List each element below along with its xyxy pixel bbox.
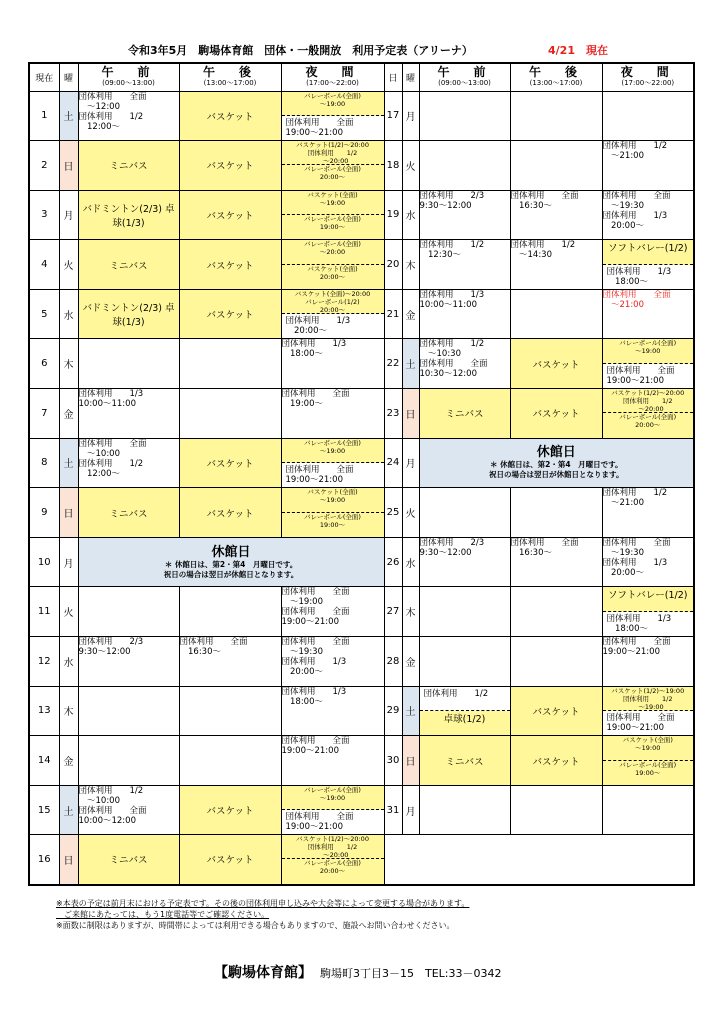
pm-slot-empty [179, 389, 281, 439]
facility-address: 駒場町3丁目3－15 TEL:33－0342 [320, 967, 502, 980]
day-number: 5 [29, 289, 59, 339]
day-of-week: 土 [59, 91, 78, 141]
slot-upper: バスケット(全面) ～19:00 [603, 736, 694, 760]
closed-note: ＊ 休館日は、第2・第4 月曜日です。 [490, 460, 623, 470]
day-number: 16 [29, 835, 59, 885]
day-of-week: 木 [59, 686, 78, 736]
pm-slot: バスケット [179, 190, 281, 240]
day-number: 8 [29, 438, 59, 488]
slot-upper: 団体利用 1/2 [420, 687, 510, 711]
day-of-week: 月 [402, 91, 419, 141]
evening-slot [281, 289, 384, 339]
day-of-week: 水 [59, 637, 78, 687]
day-number: 15 [29, 785, 59, 835]
evening-slot: 団体利用 1/3 18:00～ [281, 686, 384, 736]
pm-slot-empty [179, 587, 281, 637]
day-of-week: 日 [59, 488, 78, 538]
pm-slot: バスケット [179, 289, 281, 339]
evening-slot [281, 240, 384, 290]
slot-upper: バレーボール(全面) ～19:00 [282, 92, 384, 116]
am-slot: ミニバス [78, 835, 179, 885]
day-of-week: 水 [402, 190, 419, 240]
slot-upper: バスケット(1/2)～20:00 団体利用 1/2 ～20:00 [282, 835, 384, 859]
table-row [29, 91, 694, 141]
slot-lower: バスケット(全面) 20:00～ [282, 265, 384, 289]
day-of-week: 月 [59, 537, 78, 587]
day-number: 11 [29, 587, 59, 637]
evening-slot: 団体利用 全面 19:00～21:00 [281, 736, 384, 786]
closed-title: 休館日 [536, 445, 576, 461]
day-number: 26 [384, 537, 402, 587]
am-slot: バドミントン(2/3) 卓球(1/3) [78, 190, 179, 240]
evening-slot: 団体利用 全面 19:00～21:00 [602, 637, 694, 687]
slot-lower: バレーボール(全面) 20:00～ [282, 165, 384, 189]
schedule-table [28, 62, 695, 886]
table-row [29, 389, 694, 439]
am-slot: 団体利用 全面 ～12:00 団体利用 1/2 12:00～ [78, 91, 179, 141]
evening-slot: 団体利用 1/2 ～21:00 [602, 141, 694, 191]
table-row [29, 141, 694, 191]
am-slot-empty [78, 686, 179, 736]
slot-lower: 団体利用 全面 19:00～21:00 [285, 812, 354, 833]
header-row [29, 63, 694, 91]
am-slot: 団体利用 全面 ～10:00 団体利用 1/2 12:00～ [78, 438, 179, 488]
pm-slot: バスケット [179, 141, 281, 191]
am-slot [419, 686, 510, 736]
pm-slot: バスケット [510, 686, 602, 736]
table-row [29, 488, 694, 538]
evening-slot [281, 91, 384, 141]
pm-slot: バスケット [510, 736, 602, 786]
table-row [29, 240, 694, 290]
day-number: 3 [29, 190, 59, 240]
header-day-right: 日 [384, 63, 402, 91]
closed-note: 祝日の場合は翌日が休館日となります。 [489, 470, 624, 480]
table-row [29, 637, 694, 687]
am-slot: 団体利用 2/3 9:30～12:00 [78, 637, 179, 687]
evening-slot [281, 141, 384, 191]
pm-slot-empty [510, 141, 602, 191]
pm-slot: 団体利用 全面 16:30～ [510, 190, 602, 240]
day-of-week: 日 [59, 141, 78, 191]
slot-lower: 団体利用 全面 19:00～21:00 [285, 464, 354, 485]
slot-lower: 団体利用 1/3 18:00～ [606, 613, 672, 634]
am-slot: ミニバス [78, 240, 179, 290]
day-of-week: 木 [402, 240, 419, 290]
day-number: 24 [384, 438, 402, 488]
evening-slot [281, 438, 384, 488]
closed-day [78, 537, 384, 587]
day-number: 14 [29, 736, 59, 786]
am-slot: ミニバス [419, 736, 510, 786]
day-of-week: 火 [59, 587, 78, 637]
pm-slot: バスケット [179, 91, 281, 141]
evening-slot: 団体利用 全面 ～19:30 団体利用 1/3 20:00～ [602, 537, 694, 587]
day-of-week: 土 [59, 785, 78, 835]
day-number: 9 [29, 488, 59, 538]
am-slot-empty [419, 637, 510, 687]
pm-slot: バスケット [510, 389, 602, 439]
slot-upper: バスケット(1/2)～19:00 団体利用 1/2 ～19:00 [603, 687, 694, 711]
evening-slot: 団体利用 1/2 ～21:00 [602, 488, 694, 538]
pm-slot-empty [510, 587, 602, 637]
table-row [29, 835, 694, 885]
closed-day [419, 438, 694, 488]
day-of-week: 月 [402, 785, 419, 835]
evening-slot: 団体利用 全面 19:00～ [281, 389, 384, 439]
slot-upper: バスケット(全面)～20:00 バレーボール(1/2) 20:00～ [282, 290, 384, 314]
pm-slot: バスケット [179, 488, 281, 538]
evening-slot [281, 785, 384, 835]
header-ev-right: 夜 間 (17:00～22:00) [602, 63, 694, 91]
pm-slot-empty [510, 488, 602, 538]
slot-upper: バスケット(全面) ～19:00 [282, 488, 384, 512]
day-number: 27 [384, 587, 402, 637]
evening-slot [602, 339, 694, 389]
slot-upper: バレーボール(全面) ～19:00 [603, 339, 694, 363]
am-slot-empty [78, 736, 179, 786]
header-pm-right: 午 後 (13:00～17:00) [510, 63, 602, 91]
slot-upper: バスケット(全面) ～19:00 [282, 191, 384, 215]
pm-slot-empty [510, 785, 602, 835]
day-of-week: 金 [59, 736, 78, 786]
evening-slot: 団体利用 全面 ～21:00 [602, 289, 694, 339]
am-slot: 団体利用 1/2 12:30～ [419, 240, 510, 290]
pm-slot: バスケット [179, 240, 281, 290]
blank-cell [384, 835, 694, 885]
header-pm: 午 後 (13:00～17:00) [179, 63, 281, 91]
day-number: 1 [29, 91, 59, 141]
am-slot: 団体利用 1/2 ～10:30 団体利用 全面 10:30～12:00 [419, 339, 510, 389]
am-slot-empty [419, 587, 510, 637]
evening-slot-empty [602, 91, 694, 141]
header-today: 現在 [29, 63, 59, 91]
pm-slot: バスケット [179, 785, 281, 835]
evening-slot [281, 190, 384, 240]
day-of-week: 金 [402, 637, 419, 687]
pm-slot: バスケット [179, 438, 281, 488]
evening-slot [602, 686, 694, 736]
slot-lower: バレーボール(全面) 19:00～ [603, 761, 694, 785]
day-number: 28 [384, 637, 402, 687]
evening-slot [602, 240, 694, 290]
day-number: 23 [384, 389, 402, 439]
pm-slot-empty [179, 339, 281, 389]
pm-slot: バスケット [179, 835, 281, 885]
slot-lower: 団体利用 全面 19:00～21:00 [606, 365, 675, 386]
day-of-week: 金 [402, 289, 419, 339]
day-number: 19 [384, 190, 402, 240]
day-of-week: 日 [402, 389, 419, 439]
day-number: 20 [384, 240, 402, 290]
am-slot: ミニバス [78, 488, 179, 538]
evening-slot [602, 587, 694, 637]
am-slot: 団体利用 2/3 9:30～12:00 [419, 190, 510, 240]
table-row [29, 686, 694, 736]
slot-upper: バレーボール(全面) ～20:00 [282, 240, 384, 264]
evening-slot: 団体利用 全面 ～19:00 団体利用 全面 19:00～21:00 [281, 587, 384, 637]
slot-lower: 団体利用 1/3 20:00～ [285, 316, 351, 337]
day-number: 13 [29, 686, 59, 736]
note-line: ※本表の予定は前月末における予定表です。その後の団体利用申し込みや大会等によって変更する場合があります。 [56, 899, 470, 908]
day-of-week: 木 [59, 339, 78, 389]
am-slot: ミニバス [419, 389, 510, 439]
day-of-week: 火 [402, 141, 419, 191]
table-row [29, 537, 694, 587]
pm-slot-empty [510, 289, 602, 339]
day-of-week: 水 [402, 537, 419, 587]
am-slot: 団体利用 2/3 9:30～12:00 [419, 537, 510, 587]
table-row [29, 438, 694, 488]
note-line: ご来館にあたっては、もう1度電話等でご確認ください。 [56, 910, 270, 919]
day-number: 10 [29, 537, 59, 587]
day-of-week: 火 [402, 488, 419, 538]
slot-upper: バスケット(1/2)～20:00 団体利用 1/2 ～20:00 [282, 141, 384, 165]
evening-slot [281, 835, 384, 885]
day-of-week: 月 [59, 190, 78, 240]
day-number: 7 [29, 389, 59, 439]
evening-slot [602, 736, 694, 786]
day-of-week: 日 [402, 736, 419, 786]
title-bar [0, 42, 724, 58]
table-row [29, 736, 694, 786]
day-number: 22 [384, 339, 402, 389]
day-number: 21 [384, 289, 402, 339]
am-slot: バドミントン(2/3) 卓球(1/3) [78, 289, 179, 339]
day-of-week: 水 [59, 289, 78, 339]
table-row [29, 339, 694, 389]
header-dow: 曜 [59, 63, 78, 91]
am-slot-empty [419, 785, 510, 835]
table-row [29, 587, 694, 637]
table-row [29, 785, 694, 835]
am-slot: 団体利用 1/3 10:00～11:00 [419, 289, 510, 339]
day-number: 25 [384, 488, 402, 538]
evening-slot: 団体利用 全面 ～19:30 団体利用 1/3 20:00～ [281, 637, 384, 687]
slot-lower: 団体利用 全面 19:00～21:00 [606, 712, 675, 733]
pm-slot: 団体利用 全面 16:30～ [179, 637, 281, 687]
am-slot: ミニバス [78, 141, 179, 191]
day-number: 29 [384, 686, 402, 736]
evening-slot [602, 389, 694, 439]
pm-slot-empty [179, 736, 281, 786]
am-slot: 団体利用 1/2 ～10:00 団体利用 全面 10:00～12:00 [78, 785, 179, 835]
evening-slot: 団体利用 全面 ～19:30 団体利用 1/3 20:00～ [602, 190, 694, 240]
notes [56, 898, 469, 931]
pm-slot-empty [510, 637, 602, 687]
slot-lower: 卓球(1/2) [420, 711, 510, 735]
closed-note: ＊ 休館日は、第2・第4 月曜日です。 [164, 559, 298, 569]
am-slot-empty [419, 488, 510, 538]
day-of-week: 金 [59, 389, 78, 439]
day-number: 6 [29, 339, 59, 389]
day-number: 2 [29, 141, 59, 191]
as-of-date: 4/21 現在 [548, 44, 608, 57]
slot-upper: ソフトバレー(1/2) [603, 240, 694, 264]
am-slot-empty [78, 339, 179, 389]
closed-note: 祝日の場合は翌日が休館日となります。 [163, 569, 299, 579]
am-slot-empty [419, 91, 510, 141]
slot-lower: 団体利用 全面 19:00～21:00 [285, 117, 354, 138]
slot-lower: バレーボール(全面) 19:00～ [282, 215, 384, 239]
pm-slot-empty [179, 686, 281, 736]
facility-name: 【駒場体育館】 [214, 965, 312, 981]
header-am-right: 午 前 (09:00～13:00) [419, 63, 510, 91]
day-number: 18 [384, 141, 402, 191]
am-slot: 団体利用 1/3 10:00～11:00 [78, 389, 179, 439]
slot-upper: バレーボール(全面) ～19:00 [282, 786, 384, 810]
evening-slot-empty [602, 785, 694, 835]
slot-lower: バレーボール(全面) 20:00～ [282, 859, 384, 883]
footer [214, 962, 502, 982]
day-number: 30 [384, 736, 402, 786]
table-row [29, 190, 694, 240]
am-slot-empty [78, 587, 179, 637]
pm-slot: 団体利用 1/2 ～14:30 [510, 240, 602, 290]
day-number: 17 [384, 91, 402, 141]
day-of-week: 土 [402, 686, 419, 736]
day-of-week: 火 [59, 240, 78, 290]
pm-slot: バスケット [510, 339, 602, 389]
evening-slot [281, 488, 384, 538]
slot-upper: ソフトバレー(1/2) [603, 587, 694, 611]
am-slot-empty [419, 141, 510, 191]
evening-slot: 団体利用 1/3 18:00～ [281, 339, 384, 389]
slot-lower: バレーボール(全面) 19:00～ [282, 513, 384, 537]
day-number: 4 [29, 240, 59, 290]
slot-upper: バレーボール(全面) ～19:00 [282, 439, 384, 463]
pm-slot-empty [510, 91, 602, 141]
table-row [29, 289, 694, 339]
header-am: 午 前 (09:00～13:00) [78, 63, 179, 91]
day-of-week: 月 [402, 438, 419, 488]
day-number: 12 [29, 637, 59, 687]
day-of-week: 土 [402, 339, 419, 389]
closed-title: 休館日 [211, 544, 251, 560]
pm-slot: 団体利用 全面 16:30～ [510, 537, 602, 587]
slot-lower: 団体利用 1/3 18:00～ [606, 266, 672, 287]
page-title: 令和3年5月 駒場体育館 団体・一般開放 利用予定表（アリーナ） [128, 44, 473, 57]
header-dow-right: 曜 [402, 63, 419, 91]
header-ev: 夜 間 (17:00～22:00) [281, 63, 384, 91]
day-of-week: 土 [59, 438, 78, 488]
slot-upper: バスケット(1/2)～20:00 団体利用 1/2 ～20:00 [603, 389, 694, 413]
day-of-week: 日 [59, 835, 78, 885]
note-line: ※面数に制限はありますが、時間帯によっては利用できる場合もありますので、施設へお問い合わせください。 [56, 921, 455, 930]
slot-lower: バレーボール(全面) 20:00～ [603, 413, 694, 437]
day-number: 31 [384, 785, 402, 835]
day-of-week: 木 [402, 587, 419, 637]
